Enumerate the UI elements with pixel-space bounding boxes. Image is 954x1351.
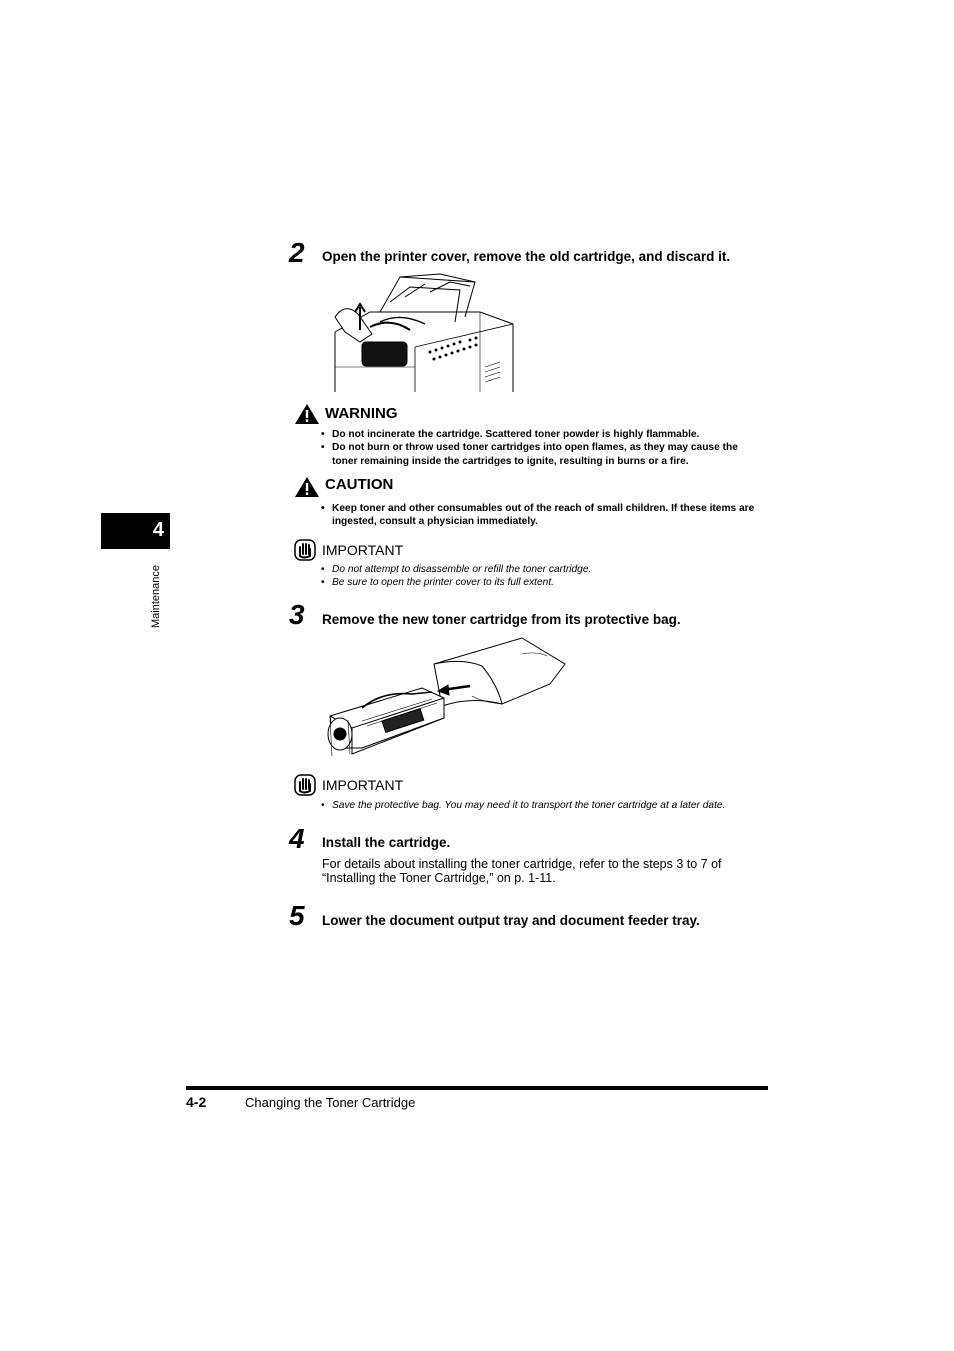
- warning-triangle-icon: [294, 403, 320, 425]
- footer-title: Changing the Toner Cartridge: [245, 1095, 416, 1110]
- chapter-tab: [101, 513, 170, 549]
- step-number: 4: [289, 823, 305, 854]
- important-title: IMPORTANT: [322, 777, 404, 793]
- list-item: • Be sure to open the printer cover to its full extent.: [321, 576, 591, 589]
- warning-triangle-icon: [294, 476, 320, 498]
- chapter-label: Maintenance: [150, 565, 162, 628]
- footer-rule: [186, 1086, 768, 1090]
- step-number: 2: [289, 237, 305, 268]
- important-list: [321, 799, 725, 812]
- stop-hand-icon: [294, 774, 316, 796]
- step-number: 5: [289, 900, 305, 931]
- chapter-number: 4: [152, 519, 164, 541]
- step-heading: Install the cartridge.: [322, 835, 451, 850]
- step-heading: Lower the document output tray and document feeder tray.: [322, 913, 700, 928]
- cartridge-and-bag-illustration: [322, 636, 568, 766]
- step-body-line: “Installing the Toner Cartridge,” on p. 1-11.: [322, 871, 556, 885]
- list-item: • Do not incinerate the cartridge. Scattered toner powder is highly flammable.: [321, 428, 761, 441]
- stop-hand-icon: [294, 539, 316, 561]
- step-heading: Remove the new toner cartridge from its protective bag.: [322, 612, 681, 627]
- important-title: IMPORTANT: [322, 542, 404, 558]
- important-list: [321, 563, 591, 590]
- page-number: 4-2: [186, 1094, 207, 1110]
- step-body-line: For details about installing the toner cartridge, refer to the steps 3 to 7 of: [322, 857, 722, 871]
- list-item: • Keep toner and other consumables out of the reach of small children. If these items are ingested, consult a physician immediately.: [321, 502, 761, 529]
- caution-list: [321, 502, 761, 529]
- warning-list: [321, 428, 761, 468]
- warning-title: WARNING: [325, 405, 398, 422]
- list-item: • Do not attempt to disassemble or refill the toner cartridge.: [321, 563, 591, 576]
- list-item: • Do not burn or throw used toner cartridges into open flames, as they may cause the toner remaining inside the cartridges to ignite, resulting in burns or a fire.: [321, 441, 761, 468]
- step-heading: Open the printer cover, remove the old cartridge, and discard it.: [322, 249, 731, 264]
- printer-open-cover-illustration: [330, 272, 516, 398]
- list-item: • Save the protective bag. You may need it to transport the toner cartridge at a later date.: [321, 799, 725, 812]
- caution-title: CAUTION: [325, 476, 394, 493]
- step-number: 3: [289, 599, 305, 630]
